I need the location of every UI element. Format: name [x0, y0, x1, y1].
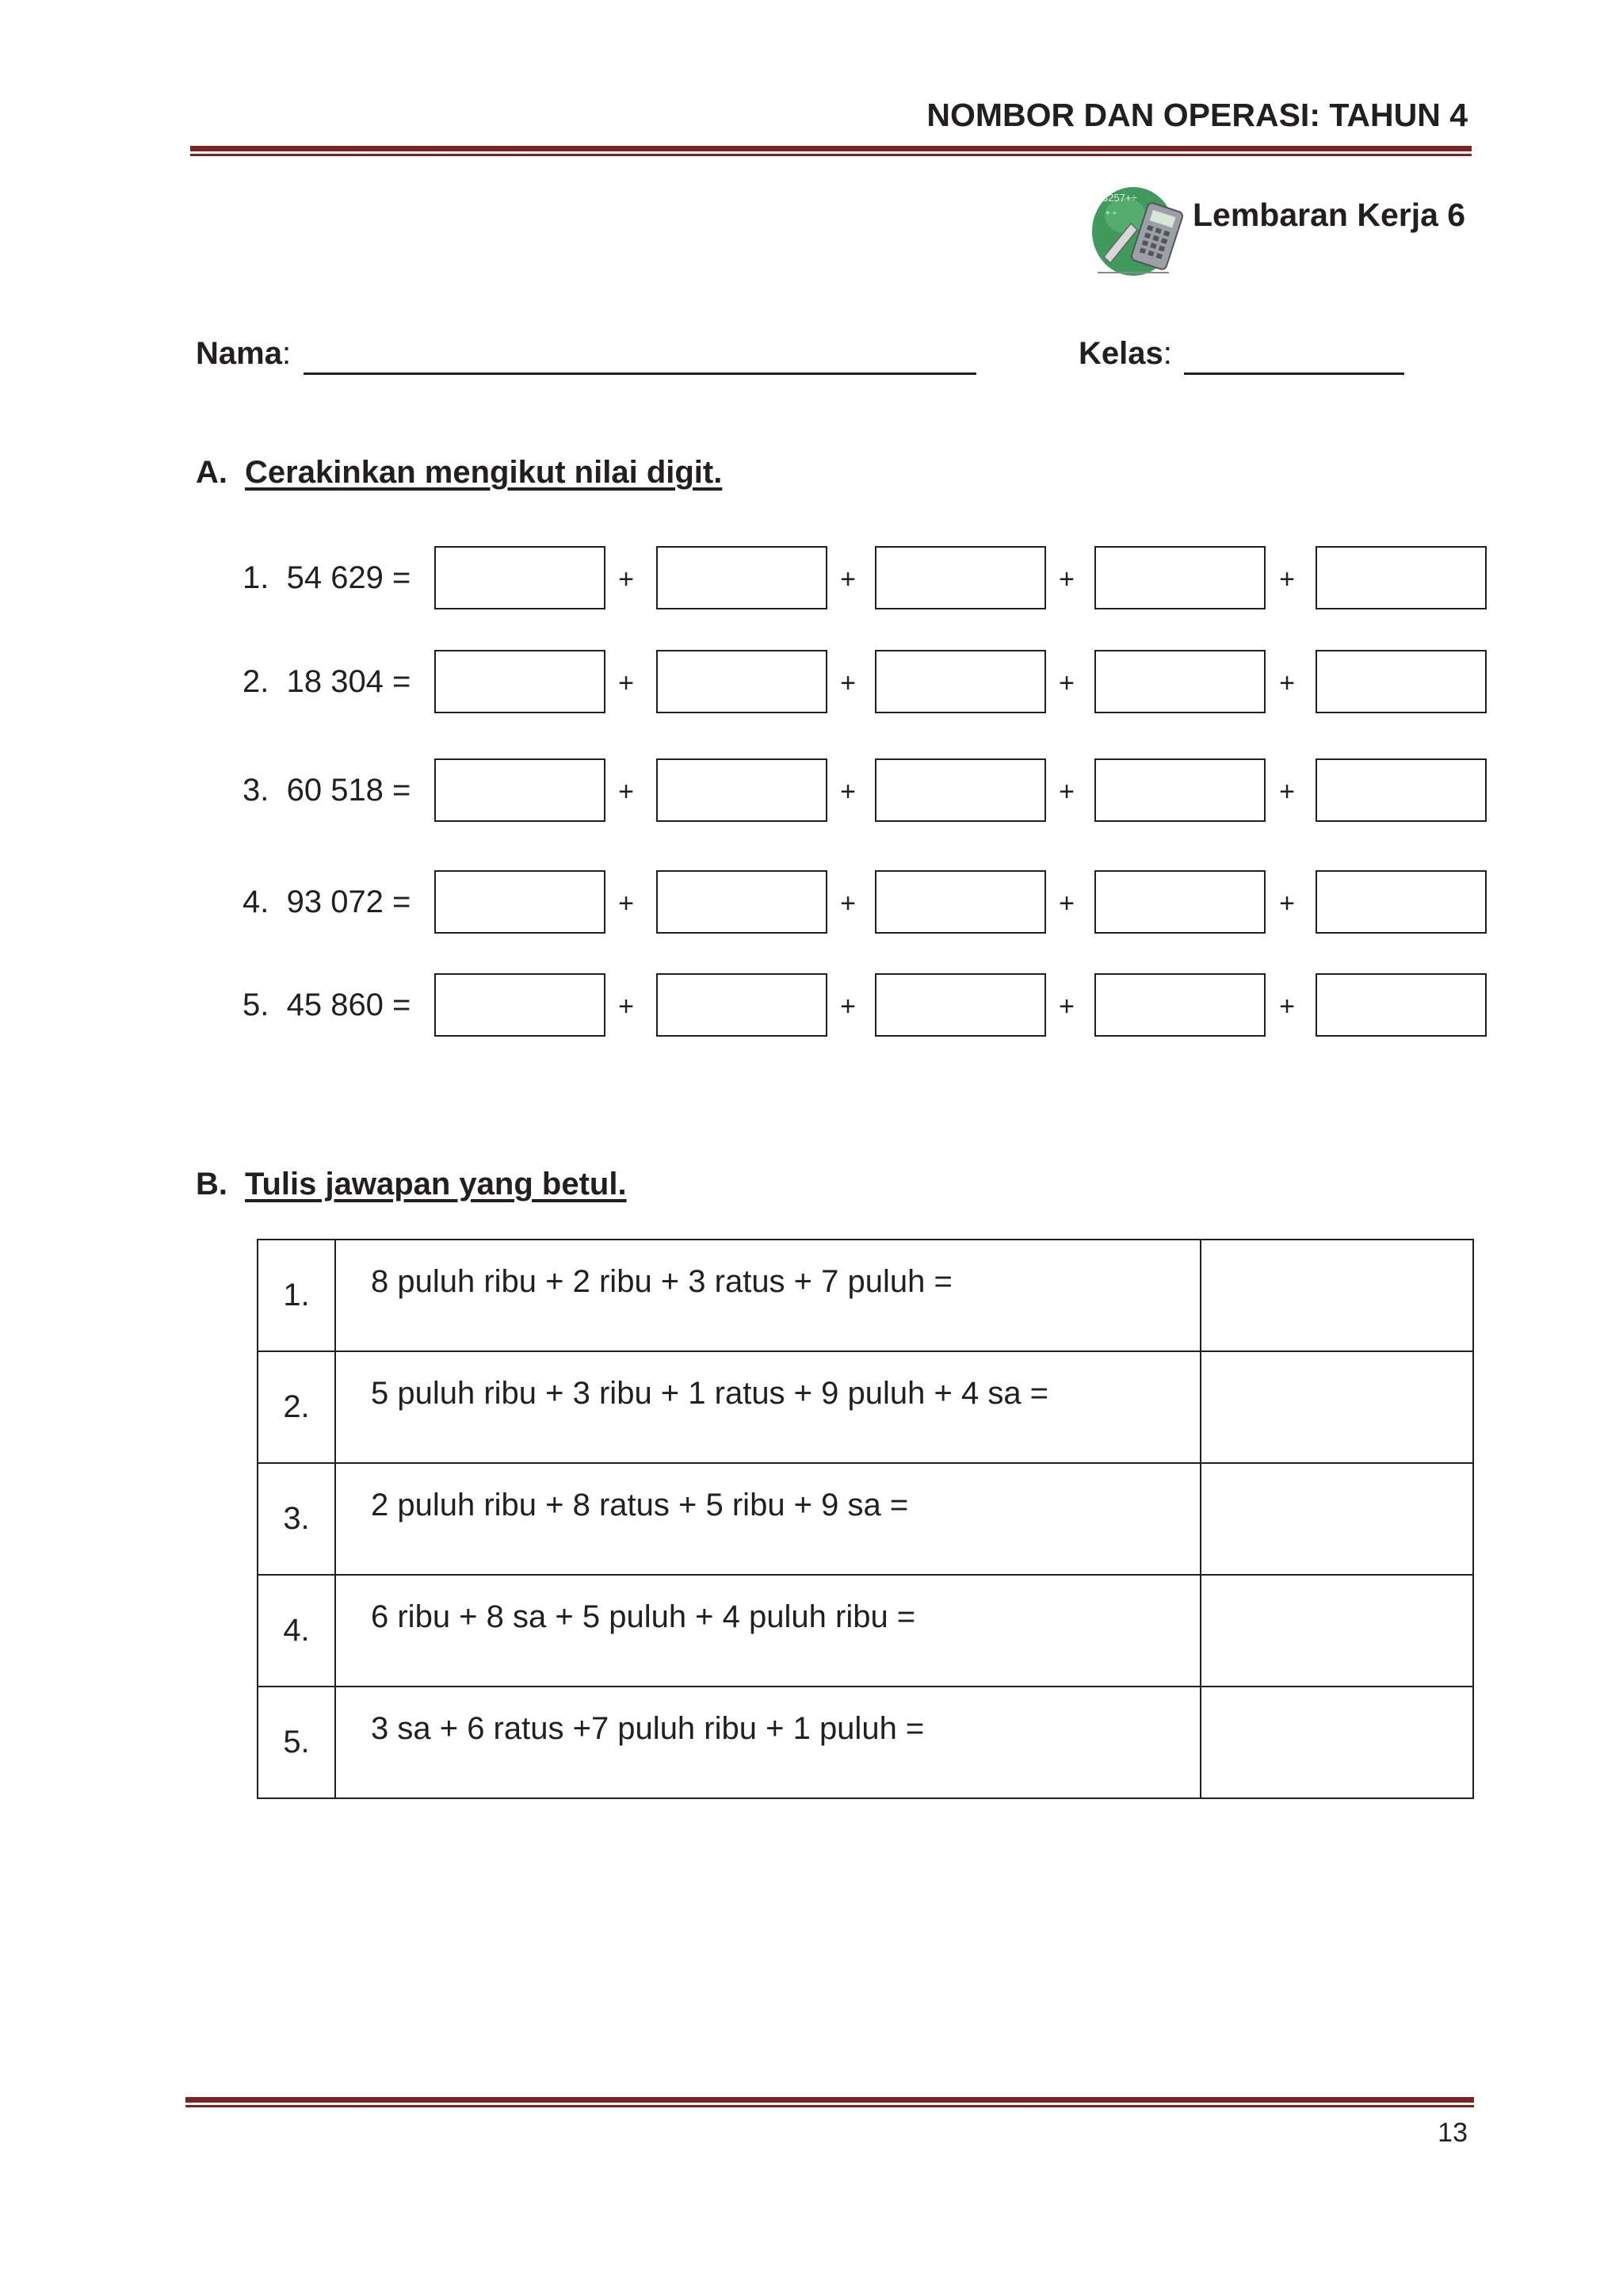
- answer-box[interactable]: [875, 650, 1046, 713]
- answer-cell[interactable]: [1201, 1575, 1473, 1687]
- table-row: [258, 1240, 1473, 1351]
- answer-cell[interactable]: [1201, 1351, 1473, 1463]
- answer-box[interactable]: [656, 973, 827, 1037]
- section-a-heading: A. Cerakinkan mengikut nilai digit.: [196, 455, 723, 490]
- svg-text:+ ÷: + ÷: [1106, 209, 1117, 218]
- plus-sign: +: [1279, 777, 1295, 807]
- question-label: 4. 93 072 =: [242, 884, 411, 919]
- page-number: 13: [1438, 2118, 1468, 2148]
- answer-box[interactable]: [434, 870, 605, 934]
- question-row: [238, 650, 1490, 713]
- answer-box[interactable]: [434, 650, 605, 713]
- place-value-expression: 2 puluh ribu + 8 ratus + 5 ribu + 9 sa =: [335, 1463, 1201, 1575]
- answer-cell[interactable]: [1201, 1240, 1473, 1351]
- plus-sign: +: [1059, 564, 1075, 594]
- header-divider: [190, 146, 1472, 157]
- question-row: [238, 870, 1490, 934]
- answer-cell[interactable]: [1201, 1687, 1473, 1798]
- plus-sign: +: [1279, 991, 1295, 1022]
- table-row: [258, 1351, 1473, 1463]
- answer-box[interactable]: [434, 546, 605, 609]
- question-label: 2. 18 304 =: [242, 664, 411, 699]
- section-b-table: [257, 1239, 1474, 1799]
- question-row: [238, 973, 1490, 1037]
- plus-sign: +: [840, 777, 856, 807]
- table-row: [258, 1575, 1473, 1687]
- answer-cell[interactable]: [1201, 1463, 1473, 1575]
- plus-sign: +: [1279, 888, 1295, 919]
- plus-sign: +: [840, 564, 856, 594]
- plus-sign: +: [1279, 564, 1295, 594]
- place-value-expression: 3 sa + 6 ratus +7 puluh ribu + 1 puluh =: [335, 1687, 1201, 1798]
- table-row: [258, 1463, 1473, 1575]
- logo-text: 3257+÷: [1102, 192, 1137, 204]
- answer-box[interactable]: [656, 870, 827, 934]
- place-value-expression: 6 ribu + 8 sa + 5 puluh + 4 puluh ribu =: [335, 1575, 1201, 1687]
- place-value-expression: 8 puluh ribu + 2 ribu + 3 ratus + 7 puluh =: [335, 1240, 1201, 1351]
- row-number: 1.: [258, 1240, 335, 1351]
- plus-sign: +: [618, 668, 634, 698]
- class-field-label: Kelas:: [1079, 336, 1172, 371]
- answer-box[interactable]: [1316, 758, 1487, 822]
- answer-box[interactable]: [434, 973, 605, 1037]
- section-b-heading: B. Tulis jawapan yang betul.: [196, 1167, 627, 1201]
- plus-sign: +: [840, 888, 856, 919]
- answer-box[interactable]: [1094, 973, 1266, 1037]
- answer-box[interactable]: [1094, 870, 1266, 934]
- class-field-line[interactable]: [1184, 372, 1404, 375]
- plus-sign: +: [840, 668, 856, 698]
- plus-sign: +: [618, 564, 634, 594]
- row-number: 4.: [258, 1575, 335, 1687]
- worksheet-title: Lembaran Kerja 6: [1193, 197, 1466, 233]
- answer-box[interactable]: [875, 758, 1046, 822]
- answer-box[interactable]: [1094, 650, 1266, 713]
- plus-sign: +: [1279, 668, 1295, 698]
- answer-box[interactable]: [875, 870, 1046, 934]
- row-number: 2.: [258, 1351, 335, 1463]
- question-label: 3. 60 518 =: [242, 773, 411, 808]
- plus-sign: +: [1059, 991, 1075, 1022]
- answer-box[interactable]: [875, 546, 1046, 609]
- answer-box[interactable]: [1316, 650, 1487, 713]
- plus-sign: +: [1059, 668, 1075, 698]
- name-field-label: Nama:: [196, 336, 292, 371]
- answer-box[interactable]: [1316, 546, 1487, 609]
- plus-sign: +: [1059, 777, 1075, 807]
- answer-box[interactable]: [1094, 758, 1266, 822]
- question-row: [238, 758, 1490, 822]
- calculator-logo-icon: [1090, 178, 1197, 285]
- answer-box[interactable]: [434, 758, 605, 822]
- question-label: 5. 45 860 =: [242, 988, 411, 1022]
- question-row: [238, 546, 1490, 609]
- name-field-line[interactable]: [304, 372, 976, 375]
- plus-sign: +: [618, 777, 634, 807]
- row-number: 3.: [258, 1463, 335, 1575]
- footer-divider: [185, 2097, 1474, 2108]
- plus-sign: +: [618, 991, 634, 1022]
- plus-sign: +: [840, 991, 856, 1022]
- answer-box[interactable]: [656, 546, 827, 609]
- question-label: 1. 54 629 =: [242, 560, 411, 595]
- answer-box[interactable]: [1316, 870, 1487, 934]
- plus-sign: +: [1059, 888, 1075, 919]
- row-number: 5.: [258, 1687, 335, 1798]
- answer-box[interactable]: [656, 758, 827, 822]
- document-header-title: NOMBOR DAN OPERASI: TAHUN 4: [926, 97, 1468, 133]
- answer-box[interactable]: [1316, 973, 1487, 1037]
- plus-sign: +: [618, 888, 634, 919]
- answer-box[interactable]: [875, 973, 1046, 1037]
- answer-box[interactable]: [656, 650, 827, 713]
- place-value-expression: 5 puluh ribu + 3 ribu + 1 ratus + 9 puluh + 4 sa =: [335, 1351, 1201, 1463]
- table-row: [258, 1687, 1473, 1798]
- answer-box[interactable]: [1094, 546, 1266, 609]
